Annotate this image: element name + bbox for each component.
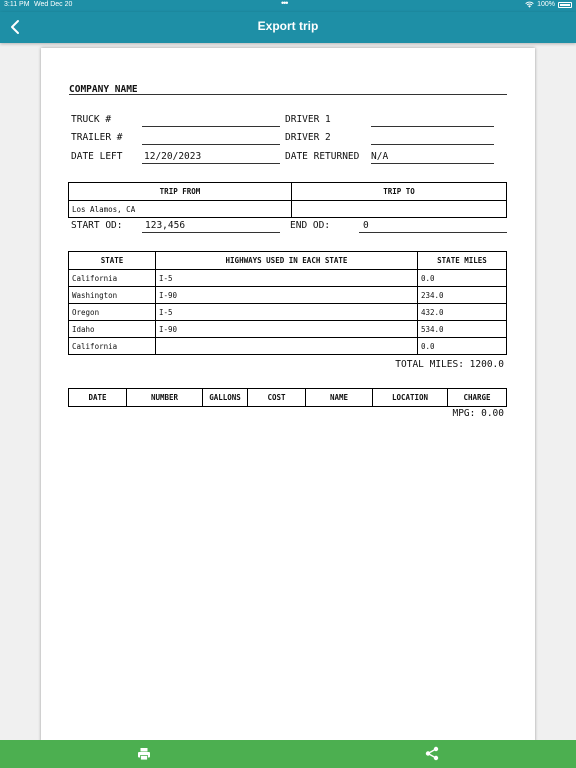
miles-cell: 432.0 <box>418 304 507 321</box>
company-name: COMPANY NAME <box>69 84 138 95</box>
fuel-number-header: NUMBER <box>127 389 203 407</box>
status-date: Wed Dec 20 <box>34 1 73 8</box>
start-od-value: 123,456 <box>145 220 186 231</box>
nav-bar <box>0 12 576 43</box>
table-row <box>69 287 507 304</box>
total-miles-label: TOTAL MILES: <box>395 359 464 370</box>
miles-cell: 534.0 <box>418 321 507 338</box>
company-underline <box>69 94 507 95</box>
state-header: STATE <box>69 252 156 270</box>
state-cell: California <box>69 338 156 355</box>
date-left-underline <box>142 163 280 164</box>
state-cell: California <box>69 270 156 287</box>
table-row <box>69 304 507 321</box>
trip-from-header: TRIP FROM <box>69 183 292 201</box>
page-title: Export trip <box>257 19 319 33</box>
table-row <box>69 338 507 355</box>
highway-cell: I-5 <box>156 304 418 321</box>
date-returned-underline <box>371 163 494 164</box>
print-icon[interactable] <box>137 747 151 761</box>
fuel-cost-header: COST <box>248 389 306 407</box>
end-od-label: END OD: <box>290 220 331 231</box>
state-miles-header: STATE MILES <box>418 252 507 270</box>
end-od-value: 0 <box>363 220 369 231</box>
start-od-label: START OD: <box>71 220 123 231</box>
trailer-underline <box>142 144 280 145</box>
mpg-value: 0.00 <box>481 408 504 419</box>
mpg <box>452 408 504 419</box>
fuel-location-header: LOCATION <box>373 389 448 407</box>
highway-cell: I-90 <box>156 321 418 338</box>
export-document <box>41 48 535 742</box>
driver2-underline <box>371 144 494 145</box>
driver1-underline <box>371 126 494 127</box>
miles-cell: 0.0 <box>418 338 507 355</box>
truck-underline <box>142 126 280 127</box>
date-returned-value: N/A <box>371 151 389 162</box>
trip-from-value: Los Alamos, CA <box>69 201 292 218</box>
status-bar <box>0 0 576 12</box>
state-cell: Idaho <box>69 321 156 338</box>
highway-cell: I-90 <box>156 287 418 304</box>
date-left-value: 12/20/2023 <box>144 151 202 162</box>
state-cell: Washington <box>69 287 156 304</box>
fuel-date-header: DATE <box>69 389 127 407</box>
share-icon[interactable] <box>425 746 439 761</box>
fuel-gallons-header: GALLONS <box>203 389 248 407</box>
multitasking-dots-icon[interactable]: ••• <box>281 0 288 8</box>
driver2-label: DRIVER 2 <box>285 132 331 143</box>
date-left-label: DATE LEFT <box>71 151 123 162</box>
truck-label: TRUCK # <box>71 114 112 125</box>
highway-cell <box>156 338 418 355</box>
mpg-label: MPG: <box>452 408 476 419</box>
state-cell: Oregon <box>69 304 156 321</box>
miles-cell: 0.0 <box>418 270 507 287</box>
fuel-table <box>68 388 507 407</box>
battery-percent: 100% <box>537 1 555 8</box>
table-row <box>69 270 507 287</box>
driver1-label: DRIVER 1 <box>285 114 331 125</box>
trip-table <box>68 182 507 218</box>
start-od-underline <box>142 232 280 233</box>
miles-cell: 234.0 <box>418 287 507 304</box>
bottom-toolbar <box>0 740 576 768</box>
table-row <box>69 321 507 338</box>
highways-header: HIGHWAYS USED IN EACH STATE <box>156 252 418 270</box>
total-miles <box>395 359 504 370</box>
trip-to-value <box>292 201 507 218</box>
trailer-label: TRAILER # <box>71 132 123 143</box>
battery-icon <box>558 2 572 8</box>
wifi-icon <box>525 1 534 8</box>
fuel-charge-header: CHARGE <box>448 389 507 407</box>
total-miles-value: 1200.0 <box>469 359 504 370</box>
highway-cell: I-5 <box>156 270 418 287</box>
fuel-name-header: NAME <box>306 389 373 407</box>
end-od-underline <box>359 232 507 233</box>
status-time: 3:11 PM <box>4 1 30 8</box>
trip-to-header: TRIP TO <box>292 183 507 201</box>
date-returned-label: DATE RETURNED <box>285 151 360 162</box>
states-table <box>68 251 507 355</box>
